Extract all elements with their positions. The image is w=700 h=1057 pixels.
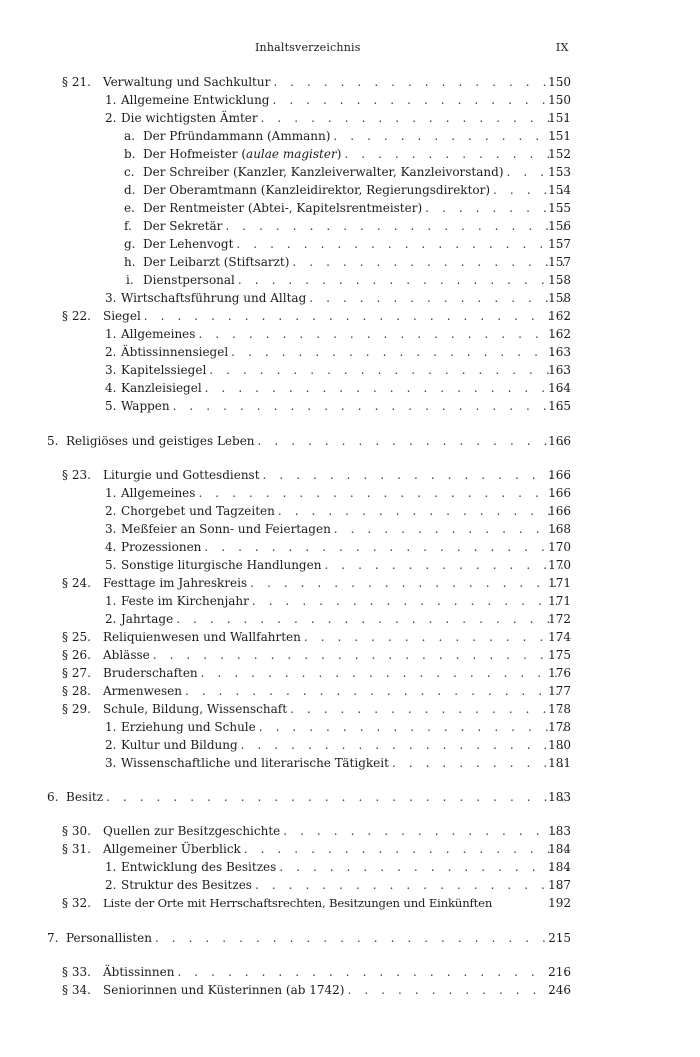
toc-entry-page: 183 [548, 824, 571, 838]
toc-entry [0, 109, 700, 127]
toc-entry-page: 215 [548, 931, 571, 945]
toc-entry-page: 150 [548, 93, 571, 107]
toc-entry-number: § 33. [62, 965, 91, 979]
toc-entry-title: Verwaltung und Sachkultur [103, 75, 271, 89]
toc-chapter [0, 432, 700, 450]
toc-entry [0, 91, 700, 109]
toc-entry-page: 168 [548, 522, 571, 536]
toc-leader-dots [333, 127, 568, 145]
toc-entry-number: § 30. [62, 824, 91, 838]
toc-entry [0, 736, 700, 754]
toc-entry-page: 154 [548, 183, 571, 197]
toc-entry-page: 181 [548, 756, 571, 770]
toc-leader-dots [201, 664, 568, 682]
toc-entry-number: § 24. [62, 576, 91, 590]
toc-entry-number: § 25. [62, 630, 91, 644]
toc-entry [0, 718, 700, 736]
toc-entry-title: Struktur des Besitzes [121, 878, 252, 892]
toc-entry-title: Prozessionen [121, 540, 202, 554]
toc-leader-dots [263, 466, 568, 484]
italic-latin-term: aulae magister [246, 147, 337, 161]
toc-entry-page: 176 [548, 666, 571, 680]
toc-entry-title: Der Pfründammann (Ammann) [143, 129, 331, 143]
toc-entry-title: Liste der Orte mit Herrschaftsrechten, Besitzungen und Einkünften [103, 896, 493, 910]
toc-entry-title: Dienstpersonal [143, 273, 235, 287]
toc-leader-dots [283, 822, 568, 840]
toc-entry [0, 754, 700, 772]
toc-leader-dots [238, 271, 568, 289]
toc-entry-title: Jahrtage [121, 612, 174, 626]
toc-leader-dots [252, 592, 568, 610]
toc-entry-number: § 32. [62, 896, 91, 910]
toc-leader-dots [173, 397, 568, 415]
toc-leader-dots [304, 628, 568, 646]
toc-entry-page: 166 [548, 434, 571, 448]
toc-entry-title: Ablässe [103, 648, 150, 662]
toc-entry-number: § 29. [62, 702, 91, 716]
toc-leader-dots [290, 700, 568, 718]
toc-leader-dots [292, 253, 568, 271]
toc-entry-number: 1. [105, 327, 117, 341]
toc-entry-page: 175 [548, 648, 571, 662]
toc-entry [0, 466, 700, 484]
toc-entry-title: Bruderschaften [103, 666, 198, 680]
toc-entry-title: Der Hofmeister (aulae magister) [143, 147, 342, 161]
toc-leader-dots [244, 840, 568, 858]
toc-entry [0, 271, 700, 289]
toc-entry-number: 4. [105, 381, 117, 395]
toc-leader-dots [241, 736, 568, 754]
toc-entry-page: 216 [548, 965, 571, 979]
toc-leader-dots [177, 963, 568, 981]
toc-leader-dots [209, 361, 568, 379]
toc-entry [0, 379, 700, 397]
toc-entry-page: 246 [548, 983, 571, 997]
toc-entry-page: 162 [548, 309, 571, 323]
toc-entry [0, 217, 700, 235]
toc-entry-number: 1. [105, 860, 117, 874]
toc-entry-title: Schule, Bildung, Wissenschaft [103, 702, 288, 716]
toc-entry-title: Kanzleisiegel [121, 381, 202, 395]
toc-entry-page: 177 [548, 684, 571, 698]
toc-entry-page: 157 [548, 255, 571, 269]
toc-entry [0, 73, 700, 91]
toc-entry-number: 6. [47, 790, 59, 804]
toc-entry-title: Besitz [66, 790, 104, 804]
toc-entry-title: Meßfeier an Sonn- und Feiertagen [121, 522, 331, 536]
toc-leader-dots [324, 556, 568, 574]
toc-entry [0, 538, 700, 556]
toc-entry-number: 3. [105, 363, 117, 377]
toc-entry [0, 484, 700, 502]
toc-entry-title: Wappen [121, 399, 170, 413]
toc-entry-number: 2. [105, 504, 117, 518]
toc-entry [0, 502, 700, 520]
toc-entry [0, 325, 700, 343]
toc-entry-page: 180 [548, 738, 571, 752]
toc-leader-dots [278, 502, 568, 520]
toc-entry-title: Allgemeiner Überblick [103, 842, 241, 856]
toc-entry-number: i. [126, 273, 134, 287]
toc-entry-page: 184 [548, 860, 571, 874]
toc-entry [0, 592, 700, 610]
toc-leader-dots [204, 538, 568, 556]
toc-entry-title: Allgemeine Entwicklung [121, 93, 270, 107]
toc-entry-page: 178 [548, 702, 571, 716]
toc-entry-number: 2. [105, 111, 117, 125]
toc-entry-number: 2. [105, 345, 117, 359]
toc-entry-title: Allgemeines [121, 327, 196, 341]
toc-entry-number: 1. [105, 594, 117, 608]
toc-entry [0, 858, 700, 876]
toc-entry [0, 235, 700, 253]
toc-entry [0, 199, 700, 217]
toc-entry-page: 174 [548, 630, 571, 644]
toc-entry-page: 150 [548, 75, 571, 89]
toc-entry-title: Feste im Kirchenjahr [121, 594, 249, 608]
toc-entry-page: 166 [548, 504, 571, 518]
toc-entry-page: 187 [548, 878, 571, 892]
toc-entry-number: 5. [105, 558, 117, 572]
toc-entry-page: 153 [548, 165, 571, 179]
toc-entry [0, 181, 700, 199]
toc-entry-title: Quellen zur Besitzgeschichte [103, 824, 281, 838]
toc-entry-title: Reliquienwesen und Wallfahrten [103, 630, 301, 644]
toc-leader-dots [144, 307, 568, 325]
toc-entry-page: 158 [548, 291, 571, 305]
toc-entry [0, 894, 700, 912]
toc-entry-number: 4. [105, 540, 117, 554]
toc-entry-number: e. [124, 201, 135, 215]
toc-entry-page: 162 [548, 327, 571, 341]
toc-entry [0, 646, 700, 664]
toc-entry-number: § 31. [62, 842, 91, 856]
toc-entry-title: Sonstige liturgische Handlungen [121, 558, 322, 572]
toc-entry-number: b. [124, 147, 136, 161]
toc-leader-dots [273, 73, 568, 91]
toc-entry-page: 164 [548, 381, 571, 395]
toc-entry-number: 2. [105, 738, 117, 752]
toc-leader-dots [198, 325, 568, 343]
toc-leader-dots [185, 682, 568, 700]
toc-leader-dots [272, 91, 568, 109]
toc-entry [0, 963, 700, 981]
toc-entry-title: Kapitelssiegel [121, 363, 207, 377]
toc-entry [0, 556, 700, 574]
toc-entry-title: Kultur und Bildung [121, 738, 238, 752]
toc-entry [0, 127, 700, 145]
toc-entry [0, 253, 700, 271]
toc-entry-number: 3. [105, 756, 117, 770]
toc-entry-number: 3. [105, 291, 117, 305]
toc-entry-title: Wirtschaftsführung und Alltag [121, 291, 307, 305]
running-header-title: Inhaltsverzeichnis [255, 41, 361, 54]
toc-entry-page: 163 [548, 363, 571, 377]
toc-chapter [0, 929, 700, 947]
toc-entry [0, 840, 700, 858]
toc-leader-dots [334, 520, 568, 538]
toc-entry-page: 166 [548, 486, 571, 500]
toc-entry-title: Seniorinnen und Küsterinnen (ab 1742) [103, 983, 345, 997]
toc-entry [0, 343, 700, 361]
toc-entry-title: Chorgebet und Tagzeiten [121, 504, 275, 518]
toc-entry-number: § 27. [62, 666, 91, 680]
toc-entry-title: Allgemeines [121, 486, 196, 500]
toc-entry-title: Äbtissinnensiegel [121, 345, 229, 359]
toc-entry-page: 156 [548, 219, 571, 233]
toc-entry [0, 682, 700, 700]
toc-chapter [0, 788, 700, 806]
toc-leader-dots [155, 929, 568, 947]
toc-entry-page: 178 [548, 720, 571, 734]
toc-entry-title: Der Schreiber (Kanzler, Kanzleiverwalter, Kanzleivorstand) [143, 165, 504, 179]
toc-entry-number: 3. [105, 522, 117, 536]
toc-leader-dots [259, 718, 568, 736]
toc-entry-title: Erziehung und Schule [121, 720, 256, 734]
toc-entry [0, 289, 700, 307]
toc-entry-page: 166 [548, 468, 571, 482]
toc-entry-number: 1. [105, 486, 117, 500]
toc-entry-page: 171 [548, 594, 571, 608]
toc-entry [0, 397, 700, 415]
toc-entry [0, 628, 700, 646]
toc-entry-title: Liturgie und Gottesdienst [103, 468, 260, 482]
toc-entry-page: 172 [548, 612, 571, 626]
toc-leader-dots [106, 788, 568, 806]
toc-leader-dots [176, 610, 568, 628]
toc-entry-title: Entwicklung des Besitzes [121, 860, 277, 874]
toc-entry-title: Armenwesen [103, 684, 182, 698]
toc-entry-page: 170 [548, 540, 571, 554]
toc-leader-dots [279, 858, 568, 876]
toc-leader-dots [258, 432, 568, 450]
toc-entry-number: 5. [105, 399, 117, 413]
toc-entry-page: 155 [548, 201, 571, 215]
toc-entry-page: 171 [548, 576, 571, 590]
toc-entry-page: 152 [548, 147, 571, 161]
toc-entry-number: § 21. [62, 75, 91, 89]
toc-leader-dots [153, 646, 568, 664]
toc-leader-dots [344, 145, 568, 163]
toc-leader-dots [309, 289, 568, 307]
toc-leader-dots [198, 484, 568, 502]
toc-entry-number: 5. [47, 434, 59, 448]
toc-entry-title: Religiöses und geistiges Leben [66, 434, 255, 448]
toc-entry-page: 163 [548, 345, 571, 359]
toc-leader-dots [236, 235, 568, 253]
toc-entry-title: Der Sekretär [143, 219, 223, 233]
toc-entry [0, 307, 700, 325]
toc-entry-title: Wissenschaftliche und literarische Tätigkeit [121, 756, 389, 770]
toc-entry-page: 183 [548, 790, 571, 804]
running-header-page-number: IX [555, 41, 569, 54]
toc-entry-title: Der Leibarzt (Stiftsarzt) [143, 255, 290, 269]
toc-entry-page: 151 [548, 129, 571, 143]
toc-entry [0, 822, 700, 840]
toc-entry [0, 876, 700, 894]
toc-entry-page: 151 [548, 111, 571, 125]
toc-entry-page: 158 [548, 273, 571, 287]
toc-leader-dots [205, 379, 568, 397]
toc-leader-dots [250, 574, 568, 592]
toc-entry-number: g. [124, 237, 136, 251]
toc-entry-number: c. [124, 165, 135, 179]
toc-entry-number: h. [124, 255, 136, 269]
toc-entry-page: 165 [548, 399, 571, 413]
toc-entry-number: 7. [47, 931, 59, 945]
toc-entry-number: 1. [105, 93, 117, 107]
toc-leader-dots [231, 343, 568, 361]
toc-entry-title: Der Lehenvogt [143, 237, 234, 251]
toc-entry [0, 361, 700, 379]
toc-entry-title: Festtage im Jahreskreis [103, 576, 248, 590]
toc-entry [0, 664, 700, 682]
toc-leader-dots [347, 981, 568, 999]
toc-entry-number: d. [124, 183, 136, 197]
toc-entry-number: f. [124, 219, 132, 233]
toc-leader-dots [255, 876, 568, 894]
toc-entry-page: 184 [548, 842, 571, 856]
toc-entry-number: § 28. [62, 684, 91, 698]
toc-entry-title: Personallisten [66, 931, 152, 945]
toc-leader-dots [261, 109, 568, 127]
toc-entry-title: Siegel [103, 309, 141, 323]
toc-entry [0, 574, 700, 592]
toc-entry-page: 157 [548, 237, 571, 251]
toc-entry [0, 700, 700, 718]
toc-entry-title: Die wichtigsten Ämter [121, 111, 258, 125]
toc-entry-number: § 22. [62, 309, 91, 323]
toc-entry-number: § 26. [62, 648, 91, 662]
toc-leader-dots [225, 217, 568, 235]
toc-entry-number: 2. [105, 878, 117, 892]
toc-entry-title: Äbtissinnen [103, 965, 175, 979]
toc-entry [0, 981, 700, 999]
toc-entry-title: Der Oberamtmann (Kanzleidirektor, Regierungsdirektor) [143, 183, 491, 197]
toc-entry-number: 2. [105, 612, 117, 626]
toc-entry-number: § 23. [62, 468, 91, 482]
toc-entry [0, 163, 700, 181]
toc-entry [0, 145, 700, 163]
toc-entry-page: 192 [548, 896, 571, 910]
toc-entry [0, 520, 700, 538]
toc-entry-title: Der Rentmeister (Abtei-, Kapitelsrentmeister) [143, 201, 423, 215]
toc-entry-page: 170 [548, 558, 571, 572]
toc-entry [0, 610, 700, 628]
toc-entry-number: 1. [105, 720, 117, 734]
toc-entry-number: § 34. [62, 983, 91, 997]
toc-entry-number: a. [124, 129, 135, 143]
